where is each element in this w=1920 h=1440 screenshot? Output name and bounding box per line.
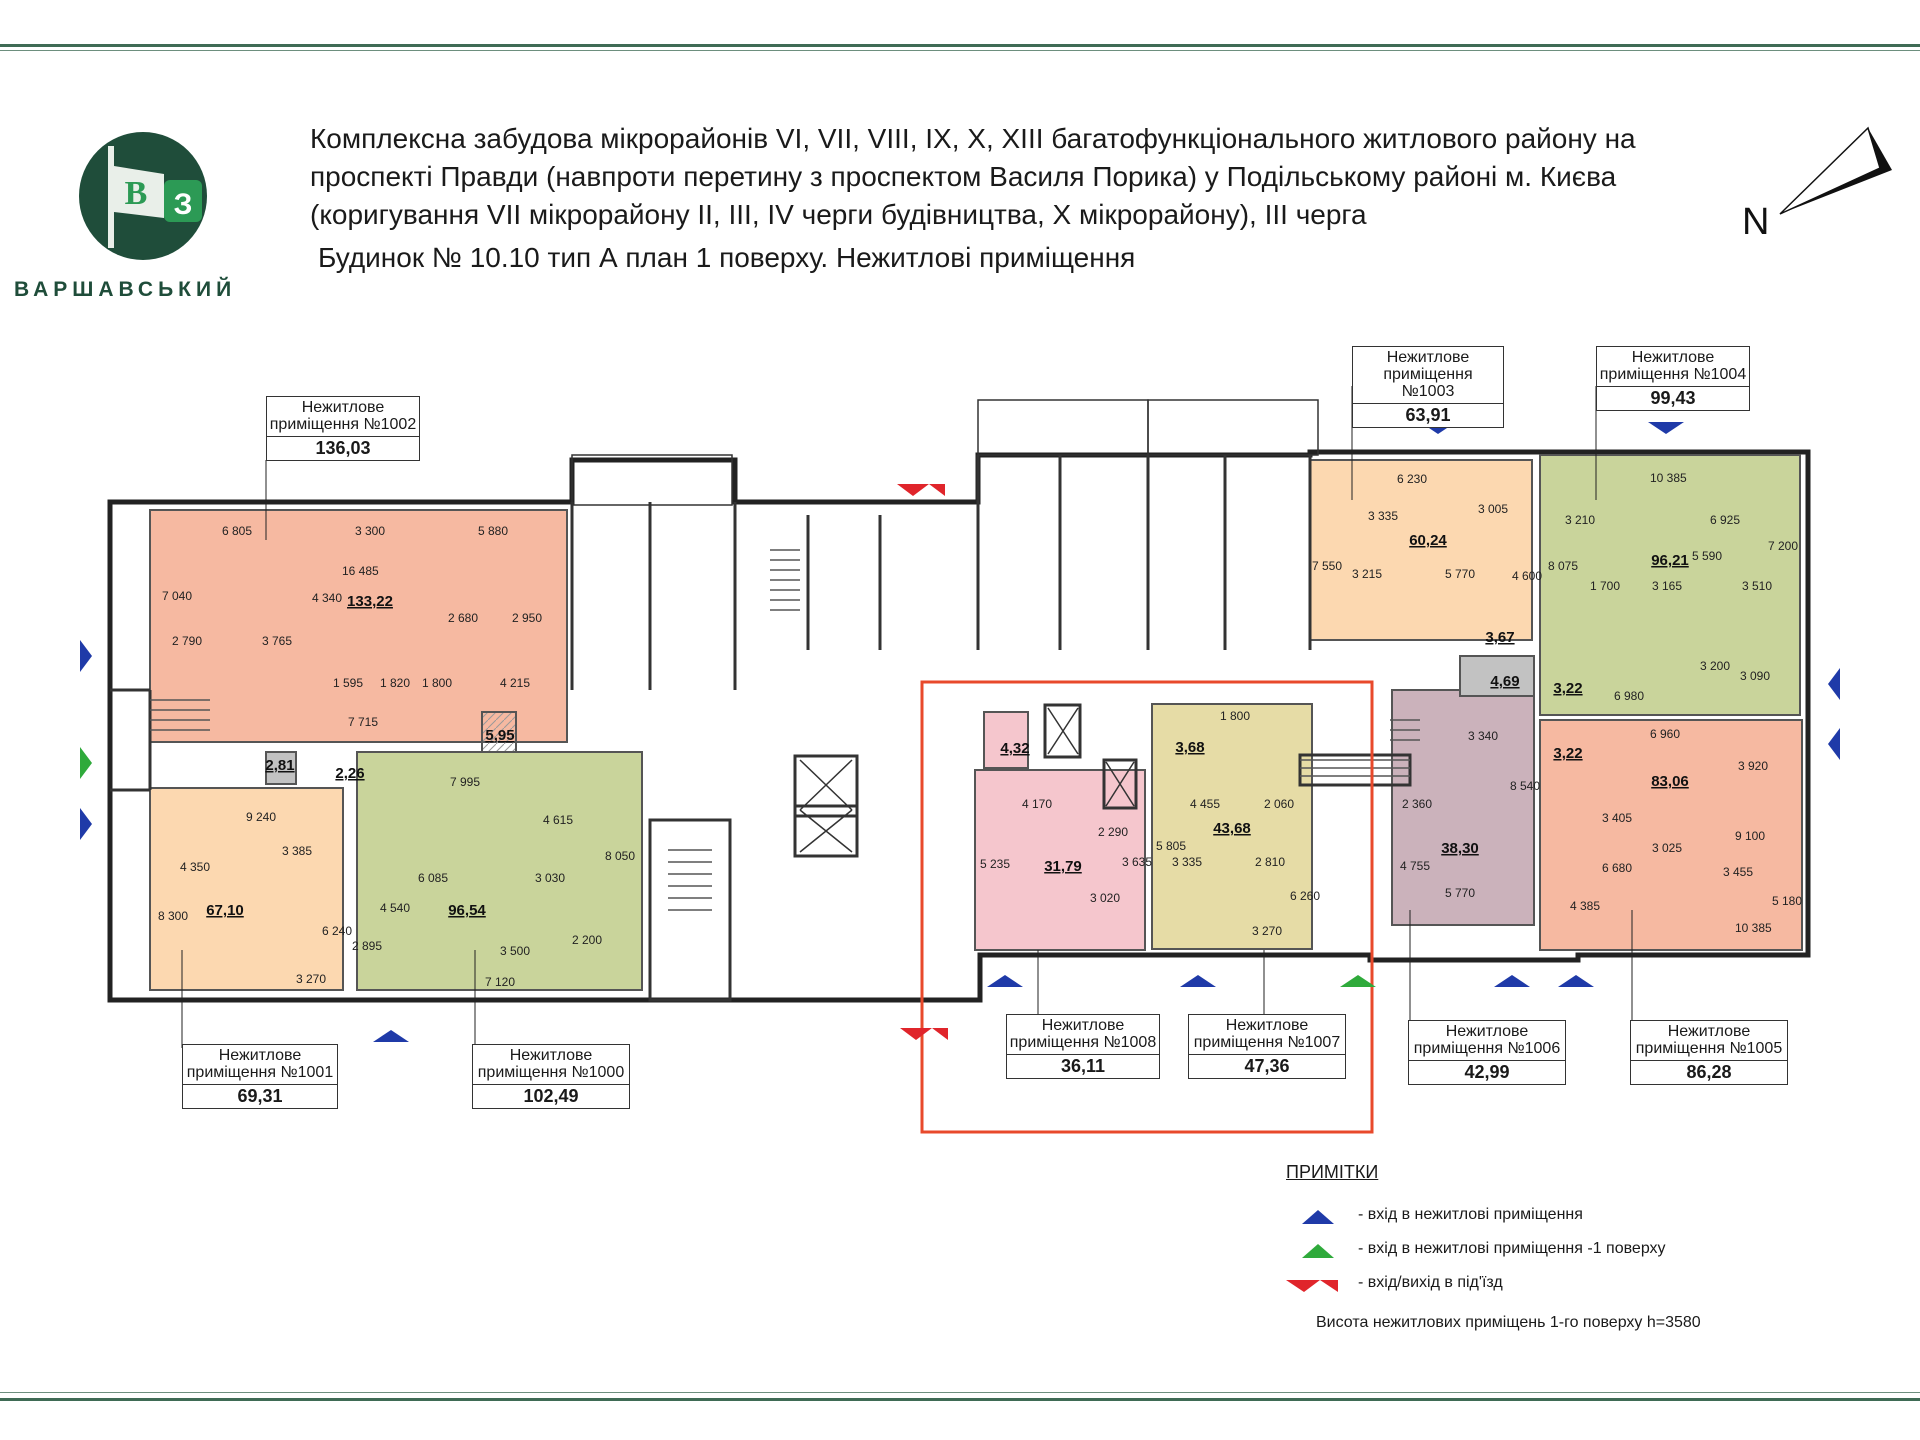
red-double-triangle-icon	[1282, 1274, 1352, 1296]
dimension-label: 1 595	[333, 676, 364, 690]
dimension-label: 3 635	[1122, 855, 1153, 869]
dimension-label: 7 200	[1768, 539, 1799, 553]
entrance-1001-marker	[80, 808, 92, 840]
blue-triangle-icon	[1288, 1206, 1348, 1228]
dimension-label: 10 385	[1650, 471, 1687, 485]
dimension-label: 5 805	[1156, 839, 1187, 853]
dimension-label: 8 050	[605, 849, 636, 863]
dimension-label: 7 995	[450, 775, 481, 789]
dimension-label: 3 385	[282, 844, 313, 858]
room-area-label: 83,06	[1651, 773, 1689, 790]
dimension-label: 3 300	[355, 524, 386, 538]
dimension-label: 4 455	[1190, 797, 1221, 811]
dimension-label: 5 235	[980, 857, 1011, 871]
dimension-label: 6 960	[1650, 727, 1681, 741]
premise-1008-label	[1006, 1014, 1160, 1079]
dimension-label: 6 925	[1710, 513, 1741, 527]
dimension-label: 2 680	[448, 611, 479, 625]
entrance-1002-marker	[80, 640, 92, 672]
dimension-label: 3 335	[1368, 509, 1399, 523]
dimension-label: 4 215	[500, 676, 531, 690]
premise-1002-label	[266, 396, 420, 461]
floor-height-note: Висота нежитлових приміщень 1-го поверху h=3580	[1316, 1314, 1701, 1331]
premise-1006-label	[1408, 1020, 1566, 1085]
dimension-label: 10 385	[1735, 921, 1772, 935]
dimension-label: 4 340	[312, 591, 343, 605]
dimension-label: 6 805	[222, 524, 253, 538]
dimension-label: 1 820	[380, 676, 411, 690]
dimension-label: 2 290	[1098, 825, 1129, 839]
premise-title: Нежитлове приміщення №1001	[183, 1045, 337, 1085]
logo-monogram-left: В	[124, 175, 148, 212]
premise-title: Нежитлове приміщення №1000	[473, 1045, 629, 1085]
premise-area: 102,49	[523, 1086, 579, 1106]
dimension-label: 6 240	[322, 924, 353, 938]
logo-name: ВАРШАВСЬКИЙ	[14, 278, 237, 301]
dimension-label: 8 075	[1548, 559, 1579, 573]
dimension-label: 3 165	[1652, 579, 1683, 593]
dimension-label: 5 590	[1692, 549, 1723, 563]
room-area-label: 2,81	[265, 757, 295, 774]
dimension-label: 3 510	[1742, 579, 1773, 593]
premise-title: Нежитлове приміщення №1008	[1007, 1015, 1159, 1055]
dimension-label: 7 715	[348, 715, 379, 729]
premise-title: Нежитлове приміщення №1007	[1189, 1015, 1345, 1055]
entrance-1005-side-marker	[1828, 728, 1840, 760]
premise-1003-label	[1352, 346, 1504, 428]
dimension-label: 4 350	[180, 860, 211, 874]
dimension-label: 4 540	[380, 901, 411, 915]
dimension-label: 2 060	[1264, 797, 1295, 811]
room-1003	[1310, 460, 1532, 640]
legend-item-text: - вхід в нежитлові приміщення -1 поверху	[1358, 1240, 1666, 1257]
room-area-label: 4,69	[1490, 673, 1520, 690]
premise-area: 36,11	[1060, 1056, 1106, 1076]
room-1002	[150, 510, 567, 742]
dimension-label: 4 600	[1512, 569, 1543, 583]
premise-1004-label	[1596, 346, 1750, 411]
dimension-label: 3 500	[500, 944, 531, 958]
dimension-label: 16 485	[342, 564, 379, 578]
premise-area: 42,99	[1464, 1062, 1510, 1082]
dimension-label: 3 005	[1478, 502, 1509, 516]
dimension-label: 6 680	[1602, 861, 1633, 875]
plan-subtitle: Будинок № 10.10 тип А план 1 поверху. Нежитлові приміщення	[318, 242, 1136, 273]
premise-area: 63,91	[1405, 405, 1451, 425]
project-title-line-3: (коригування VII мікрорайону II, III, IV черги будівництва, X мікрорайону), III черга	[310, 199, 1367, 230]
dimension-label: 5 880	[478, 524, 509, 538]
premise-1007-label	[1188, 1014, 1346, 1079]
entrance-1004-marker	[1648, 422, 1684, 434]
dimension-label: 8 300	[158, 909, 189, 923]
dimension-label: 1 800	[1220, 709, 1251, 723]
room-area-label: 3,22	[1553, 745, 1583, 762]
premise-title: Нежитлове приміщення №1005	[1631, 1021, 1787, 1061]
dimension-label: 6 260	[1290, 889, 1321, 903]
dimension-label: 9 100	[1735, 829, 1766, 843]
dimension-label: 2 790	[172, 634, 203, 648]
dimension-label: 2 810	[1255, 855, 1286, 869]
room-area-label: 3,22	[1553, 680, 1583, 697]
dimension-label: 4 615	[543, 813, 574, 827]
dimension-label: 3 455	[1723, 865, 1754, 879]
entrance-1006-marker	[1494, 975, 1530, 987]
room-area-label: 38,30	[1441, 840, 1479, 857]
room-area-label: 5,95	[485, 727, 515, 744]
room-area-label: 67,10	[206, 902, 244, 919]
dimension-label: 2 950	[512, 611, 543, 625]
legend-item-text: - вхід в нежитлові приміщення	[1358, 1206, 1583, 1223]
dimension-label: 7 040	[162, 589, 193, 603]
dimension-label: 9 240	[246, 810, 277, 824]
dimension-label: 5 180	[1772, 894, 1803, 908]
dimension-label: 5 770	[1445, 886, 1476, 900]
dimension-label: 3 090	[1740, 669, 1771, 683]
dimension-label: 3 210	[1565, 513, 1596, 527]
dimension-label: 3 335	[1172, 855, 1203, 869]
dimension-label: 3 765	[262, 634, 293, 648]
dimension-label: 8 540	[1510, 779, 1541, 793]
project-title-line-1: Комплексна забудова мікрорайонів VI, VII, VIII, IX, X, XIII багатофункціонального житлового району на	[310, 123, 1636, 154]
premise-title: Нежитлове приміщення №1006	[1409, 1021, 1565, 1061]
dimension-label: 1 700	[1590, 579, 1621, 593]
legend-item-text: - вхід/вихід в під'їзд	[1358, 1274, 1503, 1291]
dimension-label: 3 340	[1468, 729, 1499, 743]
dimension-label: 7 120	[485, 975, 516, 989]
premise-1001-label	[182, 1044, 338, 1109]
dimension-label: 4 755	[1400, 859, 1431, 873]
premise-title: Нежитлове приміщення №1002	[267, 397, 419, 437]
entrance-1007-marker	[1180, 975, 1216, 987]
dimension-label: 3 025	[1652, 841, 1683, 855]
premise-area: 99,43	[1650, 388, 1696, 408]
room-area-label: 96,54	[448, 902, 486, 919]
entrance-basement-marker	[80, 747, 92, 779]
room-area-label: 4,32	[1000, 740, 1030, 757]
logo-monogram-right: З	[173, 188, 193, 221]
dimension-label: 3 270	[296, 972, 327, 986]
dimension-label: 6 230	[1397, 472, 1428, 486]
dimension-label: 2 200	[572, 933, 603, 947]
room-area-label: 3,68	[1175, 739, 1205, 756]
dimension-label: 3 215	[1352, 567, 1383, 581]
room-area-label: 43,68	[1213, 820, 1251, 837]
entrance-lobby-top-marker	[897, 484, 945, 496]
premise-title: Нежитлове приміщення №1003	[1353, 347, 1503, 404]
dimension-label: 3 270	[1252, 924, 1283, 938]
premise-title: Нежитлове приміщення №1004	[1597, 347, 1749, 387]
entrance-lobby-bottom-marker	[900, 1028, 948, 1040]
dimension-label: 2 360	[1402, 797, 1433, 811]
dimension-label: 1 800	[422, 676, 453, 690]
entrance-1004-side-marker	[1828, 668, 1840, 700]
premise-1000-label	[472, 1044, 630, 1109]
dimension-label: 3 920	[1738, 759, 1769, 773]
dimension-label: 4 385	[1570, 899, 1601, 913]
room-area-label: 3,67	[1485, 629, 1515, 646]
dimension-label: 2 895	[352, 939, 383, 953]
project-title-line-2: проспекті Правди (навпроти перетину з проспектом Василя Порика) у Подільському районі м. Києва	[310, 161, 1617, 192]
dimension-label: 3 200	[1700, 659, 1731, 673]
north-letter: N	[1742, 201, 1770, 243]
dimension-label: 6 980	[1614, 689, 1645, 703]
room-area-label: 2,26	[335, 765, 365, 782]
green-triangle-icon	[1288, 1240, 1348, 1262]
dimension-label: 3 020	[1090, 891, 1121, 905]
dimension-label: 3 030	[535, 871, 566, 885]
dimension-label: 5 770	[1445, 567, 1476, 581]
room-area-label: 60,24	[1409, 532, 1447, 549]
dimension-label: 6 085	[418, 871, 449, 885]
entrance-1005-marker	[1558, 975, 1594, 987]
entrance-1000-marker	[373, 1030, 409, 1042]
room-area-label: 133,22	[347, 593, 393, 610]
premise-area: 86,28	[1686, 1062, 1732, 1082]
premise-area: 69,31	[237, 1086, 283, 1106]
dimension-label: 4 170	[1022, 797, 1053, 811]
premise-area: 47,36	[1244, 1056, 1290, 1076]
premise-area: 136,03	[315, 438, 371, 458]
room-area-label: 96,21	[1651, 552, 1689, 569]
entrance-1008-marker	[987, 975, 1023, 987]
legend-title: ПРИМІТКИ	[1286, 1162, 1379, 1182]
room-area-label: 31,79	[1044, 858, 1082, 875]
dimension-label: 7 550	[1312, 559, 1343, 573]
dimension-label: 3 405	[1602, 811, 1633, 825]
premise-1005-label	[1630, 1020, 1788, 1085]
